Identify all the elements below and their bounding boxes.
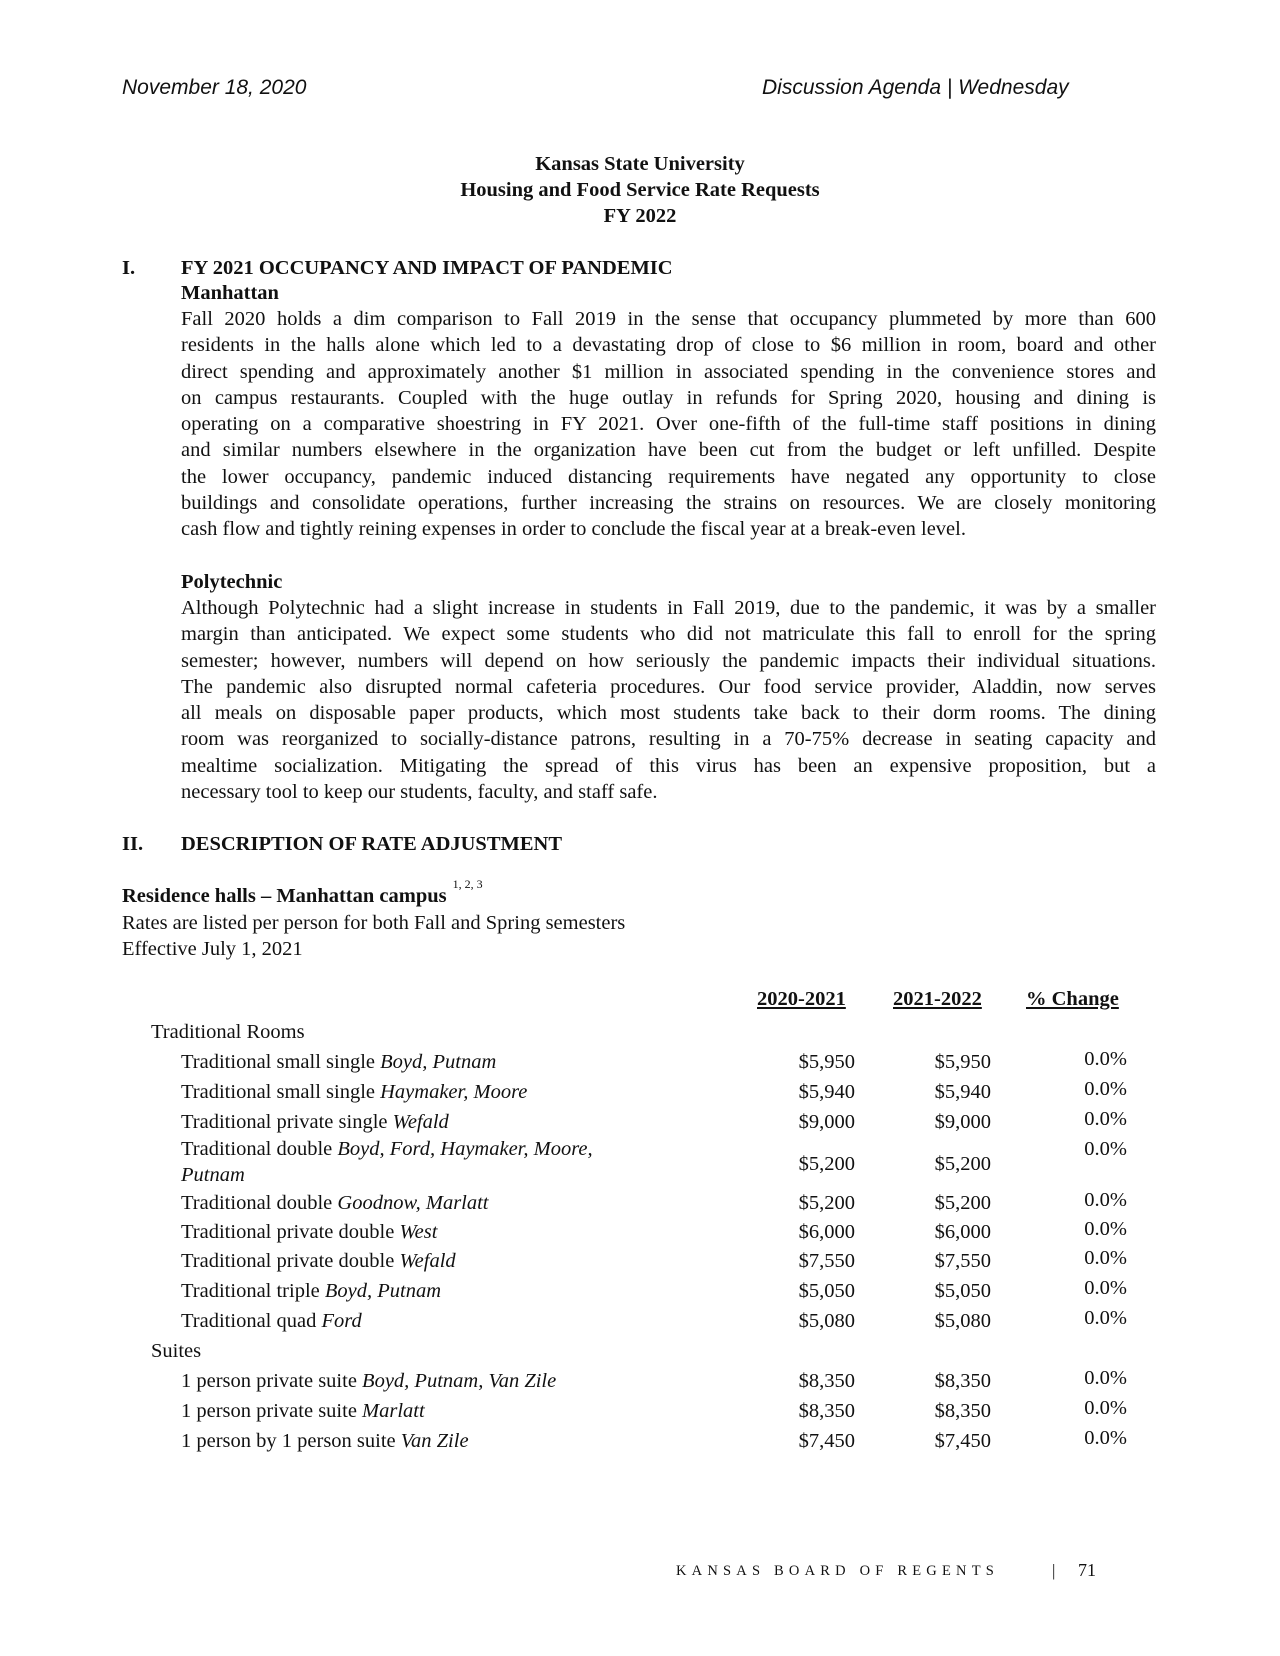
paragraph-line: room was reorganized to socially-distance patrons, resulting in a 70-75% decrease in seating capacity and [181, 728, 1156, 751]
section-1-number: I. [122, 257, 136, 279]
title-institution: Kansas State University [535, 153, 745, 175]
paragraph-line: buildings and consolidate operations, further increasing the strains on resources. We are closely monitoring [181, 492, 1156, 515]
percent-change: 0.0% [1084, 1247, 1127, 1269]
room-type: Traditional small single Boyd, Putnam [181, 1051, 497, 1073]
residence-halls-title [122, 877, 483, 908]
percent-change: 0.0% [1084, 1189, 1127, 1211]
paragraph-line: on campus restaurants. Coupled with the huge outlay in refunds for Spring 2020, housing and dining is [181, 386, 1156, 409]
room-type: Traditional triple Boyd, Putnam [181, 1280, 442, 1302]
document-title [0, 151, 1280, 229]
rate-2020-2021: $5,940 [798, 1081, 855, 1103]
paragraph-line: mealtime socialization. Mitigating the spread of this virus has been an expensive proposition, but a [181, 754, 1156, 777]
rate-2021-2022: $8,350 [934, 1370, 991, 1392]
paragraph-line: necessary tool to keep our students, faculty, and staff safe. [181, 781, 658, 804]
rate-2020-2021: $5,950 [798, 1051, 855, 1073]
rate-2021-2022: $5,950 [934, 1051, 991, 1073]
hall-names: Van Zile [400, 1430, 469, 1452]
title-subject: Housing and Food Service Rate Requests [460, 179, 820, 201]
header-date: November 18, 2020 [122, 76, 307, 99]
paragraph-line: The pandemic also disrupted normal cafeteria procedures. Our food service provider, Aladdin, now serves [181, 675, 1156, 698]
paragraph-line: semester; however, numbers will depend on how seriously the pandemic impacts their individual situations. [181, 649, 1156, 672]
rate-2021-2022: $5,940 [934, 1081, 991, 1103]
section-1-heading: FY 2021 OCCUPANCY AND IMPACT OF PANDEMIC [181, 257, 673, 279]
rate-2020-2021: $9,000 [798, 1111, 855, 1133]
hall-names: Ford [321, 1310, 362, 1332]
rate-2020-2021: $5,050 [798, 1280, 855, 1302]
hall-names: West [399, 1221, 438, 1243]
section-2-number: II. [122, 833, 144, 855]
hall-names: Boyd, Putnam, Van Zile [362, 1370, 557, 1392]
table-row [181, 1427, 1141, 1456]
polytechnic-heading: Polytechnic [181, 571, 283, 593]
rate-2020-2021: $6,000 [798, 1221, 855, 1243]
rate-2020-2021: $5,200 [798, 1192, 855, 1214]
rate-2021-2022: $5,200 [934, 1192, 991, 1214]
footer-organization: KANSAS BOARD OF REGENTS [676, 1563, 1000, 1579]
room-type: 1 person private suite Boyd, Putnam, Van Zile [181, 1370, 557, 1392]
room-type: Traditional private double West [181, 1221, 438, 1243]
manhattan-heading: Manhattan [181, 282, 279, 304]
rate-2021-2022: $5,080 [934, 1310, 991, 1332]
room-type: Traditional private double Wefald [181, 1250, 456, 1272]
rate-2021-2022: $8,350 [934, 1400, 991, 1422]
percent-change: 0.0% [1084, 1078, 1127, 1100]
residence-halls-title-text: Residence halls – Manhattan campus [122, 884, 447, 907]
effective-date: Effective July 1, 2021 [122, 938, 303, 960]
rate-2020-2021: $8,350 [798, 1370, 855, 1392]
manhattan-paragraph [181, 306, 1156, 543]
rate-2020-2021: $8,350 [798, 1400, 855, 1422]
rate-2021-2022: $7,550 [934, 1250, 991, 1272]
hall-names: Marlatt [362, 1400, 425, 1422]
paragraph-line: all meals on disposable paper products, which most students take back to their dorm rooms. The dining [181, 702, 1156, 725]
room-type: Traditional small single Haymaker, Moore [181, 1081, 528, 1103]
polytechnic-paragraph [181, 595, 1156, 805]
table-row [181, 1108, 1141, 1137]
paragraph-line: and similar numbers elsewhere in the organization have been cut from the budget or left unfilled. Despite [181, 439, 1156, 462]
section-2-heading: DESCRIPTION OF RATE ADJUSTMENT [181, 833, 563, 855]
room-type: Traditional double Boyd, Ford, Haymaker, Moore, [181, 1138, 593, 1160]
table-row [181, 1247, 1141, 1276]
hall-names: Haymaker, Moore [380, 1081, 528, 1103]
rate-2021-2022: $6,000 [934, 1221, 991, 1243]
rate-2020-2021: $5,200 [798, 1153, 855, 1175]
percent-change: 0.0% [1084, 1048, 1127, 1070]
hall-names: Putnam [181, 1164, 245, 1186]
paragraph-line: direct spending and approximately another $1 million in associated spending in the convenience stores and [181, 360, 1156, 383]
group-traditional-rooms: Traditional Rooms [151, 1021, 305, 1043]
rate-2020-2021: $5,080 [798, 1310, 855, 1332]
paragraph-line: Fall 2020 holds a dim comparison to Fall 2019 in the sense that occupancy plummeted by more than 600 [181, 308, 1156, 330]
footnote-refs: 1, 2, 3 [452, 877, 483, 891]
percent-change: 0.0% [1084, 1307, 1127, 1329]
paragraph-line: residents in the halls alone which led to a devastating drop of close to $6 million in room, board and other [181, 334, 1156, 357]
paragraph-line: Although Polytechnic had a slight increase in students in Fall 2019, due to the pandemic, it was by a smaller [181, 597, 1156, 619]
header-agenda: Discussion Agenda | Wednesday [762, 76, 1069, 99]
hall-names: Wefald [399, 1250, 456, 1272]
table-row [181, 1189, 1141, 1218]
table-row [181, 1138, 1141, 1192]
paragraph-line: the lower occupancy, pandemic induced distancing requirements have negated any opportunity to close [181, 465, 1156, 488]
percent-change: 0.0% [1084, 1427, 1127, 1449]
room-type: Traditional private single Wefald [181, 1111, 449, 1133]
percent-change: 0.0% [1084, 1138, 1127, 1160]
room-type: Traditional double Goodnow, Marlatt [181, 1192, 489, 1214]
hall-names: Goodnow, Marlatt [337, 1192, 489, 1214]
rates-note: Rates are listed per person for both Fall and Spring semesters [122, 912, 626, 934]
hall-names: Boyd, Putnam [324, 1280, 442, 1302]
hall-names: Wefald [392, 1111, 449, 1133]
room-type: Traditional quad Ford [181, 1310, 362, 1332]
table-row [181, 1277, 1141, 1306]
room-type: 1 person private suite Marlatt [181, 1400, 425, 1422]
rate-2020-2021: $7,550 [798, 1250, 855, 1272]
table-row [181, 1218, 1141, 1247]
group-suites: Suites [151, 1340, 202, 1362]
table-row [181, 1397, 1141, 1426]
hall-names: Boyd, Putnam [380, 1051, 497, 1073]
percent-change: 0.0% [1084, 1397, 1127, 1419]
rate-2021-2022: $5,050 [934, 1280, 991, 1302]
column-header-2021-2022: 2021-2022 [893, 988, 982, 1010]
table-row [181, 1078, 1141, 1107]
page-number: 71 [1078, 1560, 1096, 1580]
footer-separator: | [1052, 1561, 1056, 1580]
room-type: 1 person by 1 person suite Van Zile [181, 1430, 469, 1452]
percent-change: 0.0% [1084, 1218, 1127, 1240]
paragraph-line: cash flow and tightly reining expenses in order to conclude the fiscal year at a break-even level. [181, 518, 966, 541]
table-row [181, 1048, 1141, 1077]
percent-change: 0.0% [1084, 1367, 1127, 1389]
rate-2021-2022: $9,000 [934, 1111, 991, 1133]
column-header-2020-2021: 2020-2021 [757, 988, 846, 1010]
percent-change: 0.0% [1084, 1108, 1127, 1130]
table-row [181, 1367, 1141, 1396]
paragraph-line: margin than anticipated. We expect some students who did not matriculate this fall to enroll for the spring [181, 623, 1156, 646]
percent-change: 0.0% [1084, 1277, 1127, 1299]
title-fiscal-year: FY 2022 [603, 205, 677, 227]
room-type-continued [181, 1164, 245, 1187]
table-row [181, 1307, 1141, 1336]
rate-2020-2021: $7,450 [798, 1430, 855, 1452]
rate-2021-2022: $7,450 [934, 1430, 991, 1452]
rate-2021-2022: $5,200 [934, 1153, 991, 1175]
column-header-percent-change: % Change [1026, 988, 1119, 1010]
paragraph-line: operating on a comparative shoestring in FY 2021. Over one-fifth of the full-time staff positions in dining [181, 413, 1156, 436]
hall-names: Boyd, Ford, Haymaker, Moore, [337, 1138, 593, 1160]
